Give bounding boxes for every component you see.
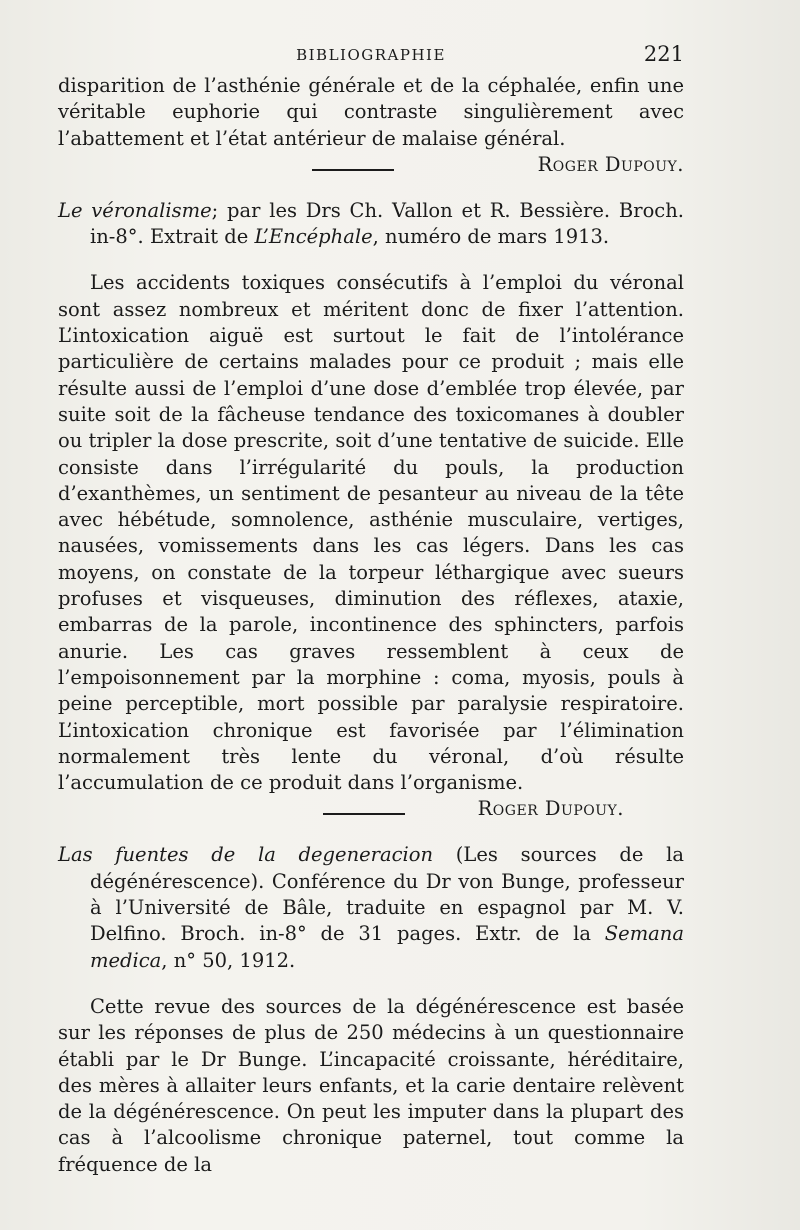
separator-rule — [312, 169, 394, 171]
entry-details: (Les sources de la dégénérescence). Conférence du Dr von Bunge, professeur à l’Université de Bâle, traduite en espagnol par M. V. Delfino. Broch. in-8° de 31 pages. Extr. de la — [90, 843, 684, 946]
running-head: BIBLIOGRAPHIE — [296, 46, 446, 64]
reviewer-signature: Roger Dupouy. — [537, 152, 684, 176]
signature-row — [58, 796, 684, 826]
bibliographic-entry — [58, 198, 684, 251]
review-paragraph: Cette revue des sources de la dégénérescence est basée sur les réponses de plus de 250 médecins à un questionnaire établi par le Dr Bunge. L’incapacité croissante, héréditaire, des mères à allaiter leurs enfants, et la carie dentaire relèvent de la dégénérescence. On peut les imputer dans la plupart des cas à l’alcoolisme chronique paternel, tout comme la fréquence de la — [58, 994, 684, 1176]
reviewer-signature: Roger Dupouy. — [477, 797, 624, 821]
entry-title: Las fuentes de la degeneracion — [58, 843, 434, 867]
entry-details: ; par les Drs Ch. Vallon et R. Bessière. Broch. in-8°. Extrait de — [90, 198, 684, 249]
page-number: 221 — [643, 42, 684, 66]
review-continuation-paragraph: disparition de l’asthénie générale et de la céphalée, enfin une véritable euphorie qui contraste singulièrement avec l’abattement et l’état antérieur de malaise général. — [58, 74, 684, 150]
page-header — [58, 42, 684, 70]
bibliographic-entry — [58, 842, 684, 973]
entry-title: Le véronalisme — [58, 198, 212, 222]
journal-name: Semana medica — [90, 922, 684, 972]
entry-details-end: , n° 50, 1912. — [161, 948, 296, 972]
entry-details-end: , numéro de mars 1913. — [372, 225, 610, 249]
separator-rule — [323, 813, 405, 815]
signature-row — [58, 152, 684, 182]
review-paragraph: Les accidents toxiques consécutifs à l’emploi du véronal sont assez nombreux et méritent donc de fixer l’attention. L’intoxication aiguë est surtout le fait de l’intolérance particulière de certains malades pour ce produit ; mais elle résulte aussi de l’emploi d’une dose d’emblée trop élevée, par suite soit de la fâcheuse tendance des toxicomanes à doubler ou tripler la dose prescrite, soit d’une tentative de suicide. Elle consiste dans l’irrégularité du pouls, la production d’exanthèmes, un sentiment de pesanteur au niveau de la tête avec hébétude, somnolence, asthénie musculaire, vertiges, nausées, vomissements dans les cas légers. Dans les cas moyens, on constate de la torpeur léthargique avec sueurs profuses et visqueuses, diminution des réflexes, ataxie, embarras de la parole, incontinence des sphincters, parfois anurie. Les cas graves ressemblent à ceux de l’empoisonnement par la morphine : coma, myosis, pouls à peine perceptible, mort possible par paralysie respiratoire. L’intoxication chronique est favorisée par l’élimination normalement très lente du véronal, d’où résulte l’accumulation de ce produit dans l’organisme. — [58, 271, 684, 795]
page-body — [58, 73, 684, 1178]
journal-name: L’Encéphale — [254, 225, 373, 249]
